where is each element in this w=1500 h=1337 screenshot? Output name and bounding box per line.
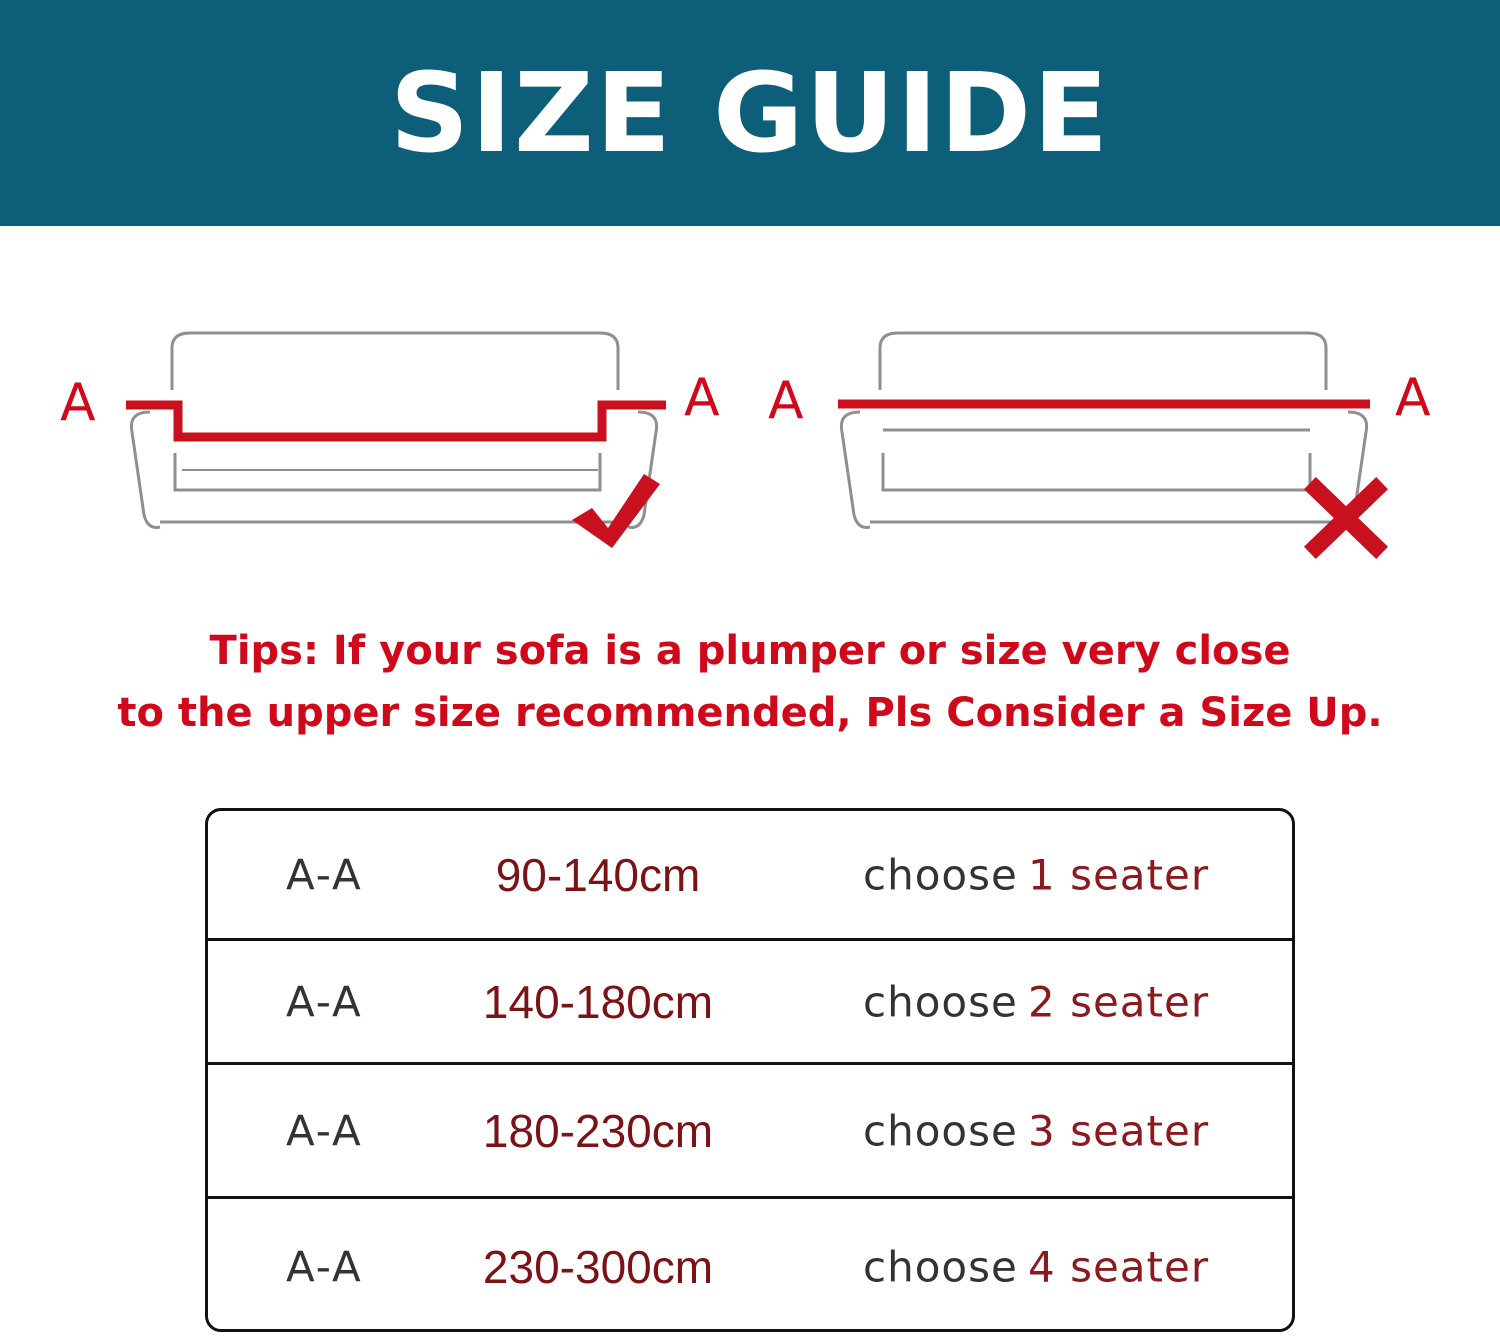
seater-value: 4 seater [1028, 1242, 1210, 1292]
right-sofa-outline [841, 333, 1366, 528]
size-range: 90-140cm [495, 848, 701, 901]
size-range: 180-230cm [482, 1104, 714, 1157]
measure-label: A-A [286, 977, 363, 1026]
choose-label: choose [863, 977, 1018, 1026]
size-table [205, 808, 1295, 1332]
right-sofa-label-a: A [768, 371, 804, 431]
measure-label: A-A [286, 1242, 363, 1292]
seater-value: 1 seater [1028, 850, 1210, 899]
left-measure-line [126, 405, 666, 437]
choose-label: choose [863, 1242, 1018, 1292]
left-sofa-outline [131, 333, 656, 528]
check-icon [572, 474, 660, 548]
tips-line-2: to the upper size recommended, Pls Consider a Size Up. [117, 690, 1383, 736]
table-row [208, 1065, 1292, 1199]
table-row [208, 941, 1292, 1065]
tips-line-1: Tips: If your sofa is a plumper or size very close [209, 628, 1291, 674]
left-sofa-label-a: A [60, 373, 96, 433]
seater-value: 2 seater [1028, 977, 1210, 1026]
size-range: 140-180cm [482, 975, 714, 1028]
sofa-diagram [0, 300, 1500, 590]
tips-text [0, 620, 1500, 744]
right-sofa-wrong [768, 333, 1431, 547]
choose-label: choose [863, 850, 1018, 899]
measure-label: A-A [286, 850, 363, 899]
header-banner [0, 0, 1500, 226]
left-sofa-label-a-right: A [684, 368, 720, 428]
seater-value: 3 seater [1028, 1106, 1210, 1155]
right-sofa-label-a-right: A [1395, 368, 1431, 428]
choose-label: choose [863, 1106, 1018, 1155]
page-title: SIZE GUIDE [389, 49, 1111, 177]
table-row [208, 1199, 1292, 1332]
size-range: 230-300cm [482, 1241, 714, 1293]
measure-label: A-A [286, 1106, 363, 1155]
table-row [208, 811, 1292, 941]
left-sofa-correct [60, 333, 720, 548]
cross-icon [1316, 489, 1376, 547]
sofa-illustrations [0, 300, 1500, 590]
